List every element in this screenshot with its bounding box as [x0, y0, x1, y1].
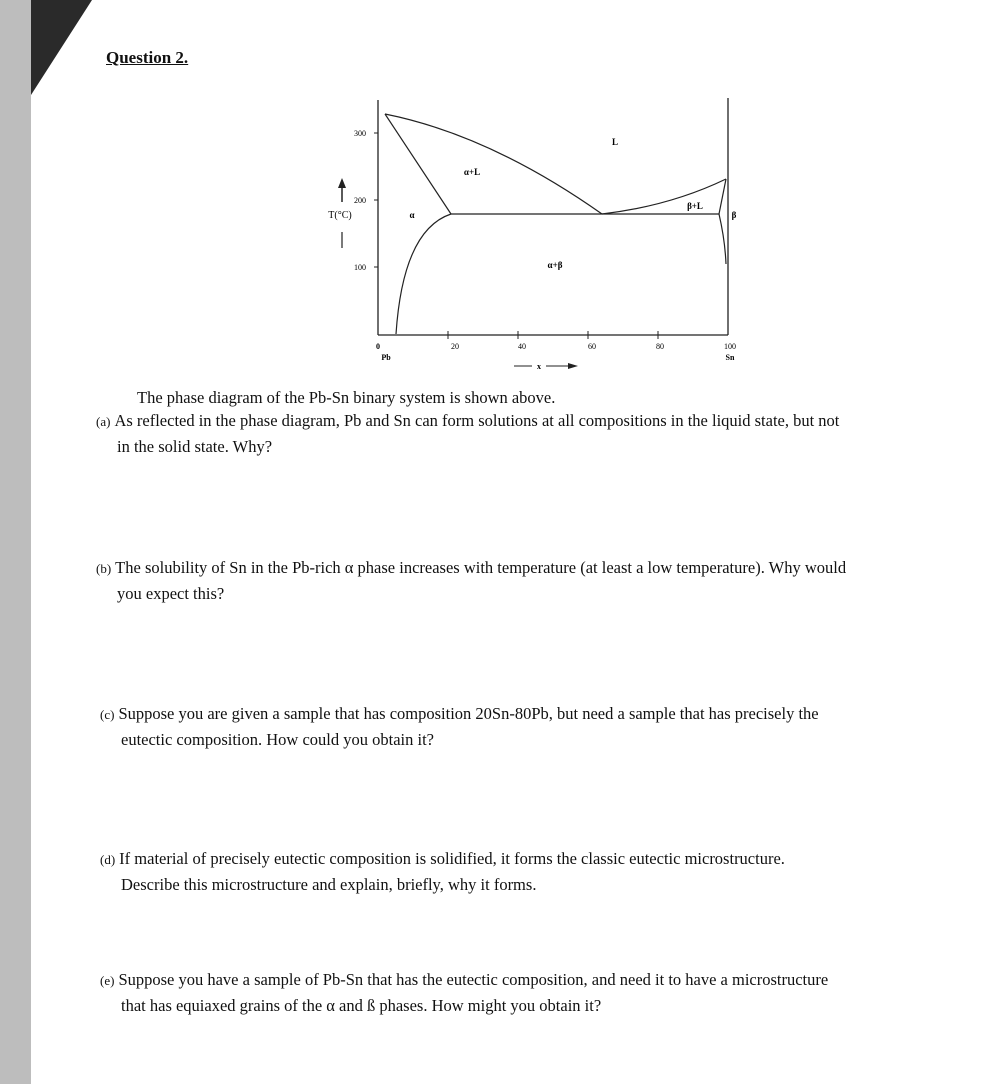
scan-corner-shadow	[0, 0, 110, 110]
region-label-beta-liquid: β+L	[687, 201, 703, 211]
diagram-caption: The phase diagram of the Pb-Sn binary system is shown above.	[137, 388, 556, 407]
x-tick-label-80: 80	[656, 342, 664, 351]
question-d	[100, 846, 785, 897]
y-tick-label-100: 100	[354, 263, 366, 272]
x-axis-symbol: x	[537, 362, 541, 371]
solvus-left-curve	[396, 214, 451, 334]
x-label-pb: Pb	[381, 353, 391, 362]
x-tick-label-0: 0	[376, 342, 380, 351]
y-axis-label: T(°C)	[328, 210, 352, 221]
phase-diagram-svg	[310, 90, 780, 380]
question-text-continued: that has equiaxed grains of the α and ß phases. How might you obtain it?	[121, 996, 602, 1015]
phase-diagram	[310, 90, 780, 380]
solvus-right-curve	[719, 214, 726, 264]
y-arrow-head	[338, 178, 346, 188]
question-e	[100, 967, 828, 1018]
y-tick-label-200: 200	[354, 196, 366, 205]
solidus-right-line	[719, 179, 726, 214]
question-tag: (b)	[96, 561, 112, 576]
question-text: As reflected in the phase diagram, Pb and Sn can form solutions at all compositions in the liquid state, but not	[114, 411, 840, 430]
region-label-alpha-liquid: α+L	[463, 167, 481, 177]
question-text: If material of precisely eutectic composition is solidified, it forms the classic eutectic microstructure.	[119, 849, 785, 868]
x-tick-label-60: 60	[588, 342, 596, 351]
question-text: Suppose you have a sample of Pb-Sn that has the eutectic composition, and need it to have a microstructure	[118, 970, 829, 989]
y-tick-label-300: 300	[354, 129, 366, 138]
x-tick-label-100: 100	[724, 342, 736, 351]
question-text: Suppose you are given a sample that has composition 20Sn-80Pb, but need a sample that has precisely the	[118, 704, 819, 723]
question-tag: (c)	[100, 707, 115, 722]
question-text-continued: in the solid state. Why?	[117, 437, 273, 456]
question-title: Question 2.	[106, 48, 189, 67]
region-label-alpha: α	[409, 210, 415, 220]
region-label-liquid: L	[611, 137, 619, 147]
scan-border	[0, 0, 31, 1084]
x-label-sn: Sn	[725, 353, 735, 362]
x-arrow-head	[568, 363, 578, 369]
question-tag: (e)	[100, 973, 115, 988]
question-tag: (a)	[96, 414, 111, 429]
region-label-beta: β	[731, 210, 737, 220]
question-tag: (d)	[100, 852, 116, 867]
question-text-continued: eutectic composition. How could you obtain it?	[121, 730, 434, 749]
question-text-continued: you expect this?	[117, 584, 225, 603]
question-text-continued: Describe this microstructure and explain, briefly, why it forms.	[121, 875, 537, 894]
question-b	[96, 555, 846, 606]
x-tick-label-40: 40	[518, 342, 526, 351]
question-a	[96, 408, 839, 459]
question-text: The solubility of Sn in the Pb-rich α phase increases with temperature (at least a low temperature). Why would	[115, 558, 847, 577]
x-tick-label-20: 20	[451, 342, 459, 351]
liquidus-right-curve	[602, 179, 726, 214]
region-label-alpha-beta: α+β	[547, 260, 563, 270]
question-c	[100, 701, 819, 752]
